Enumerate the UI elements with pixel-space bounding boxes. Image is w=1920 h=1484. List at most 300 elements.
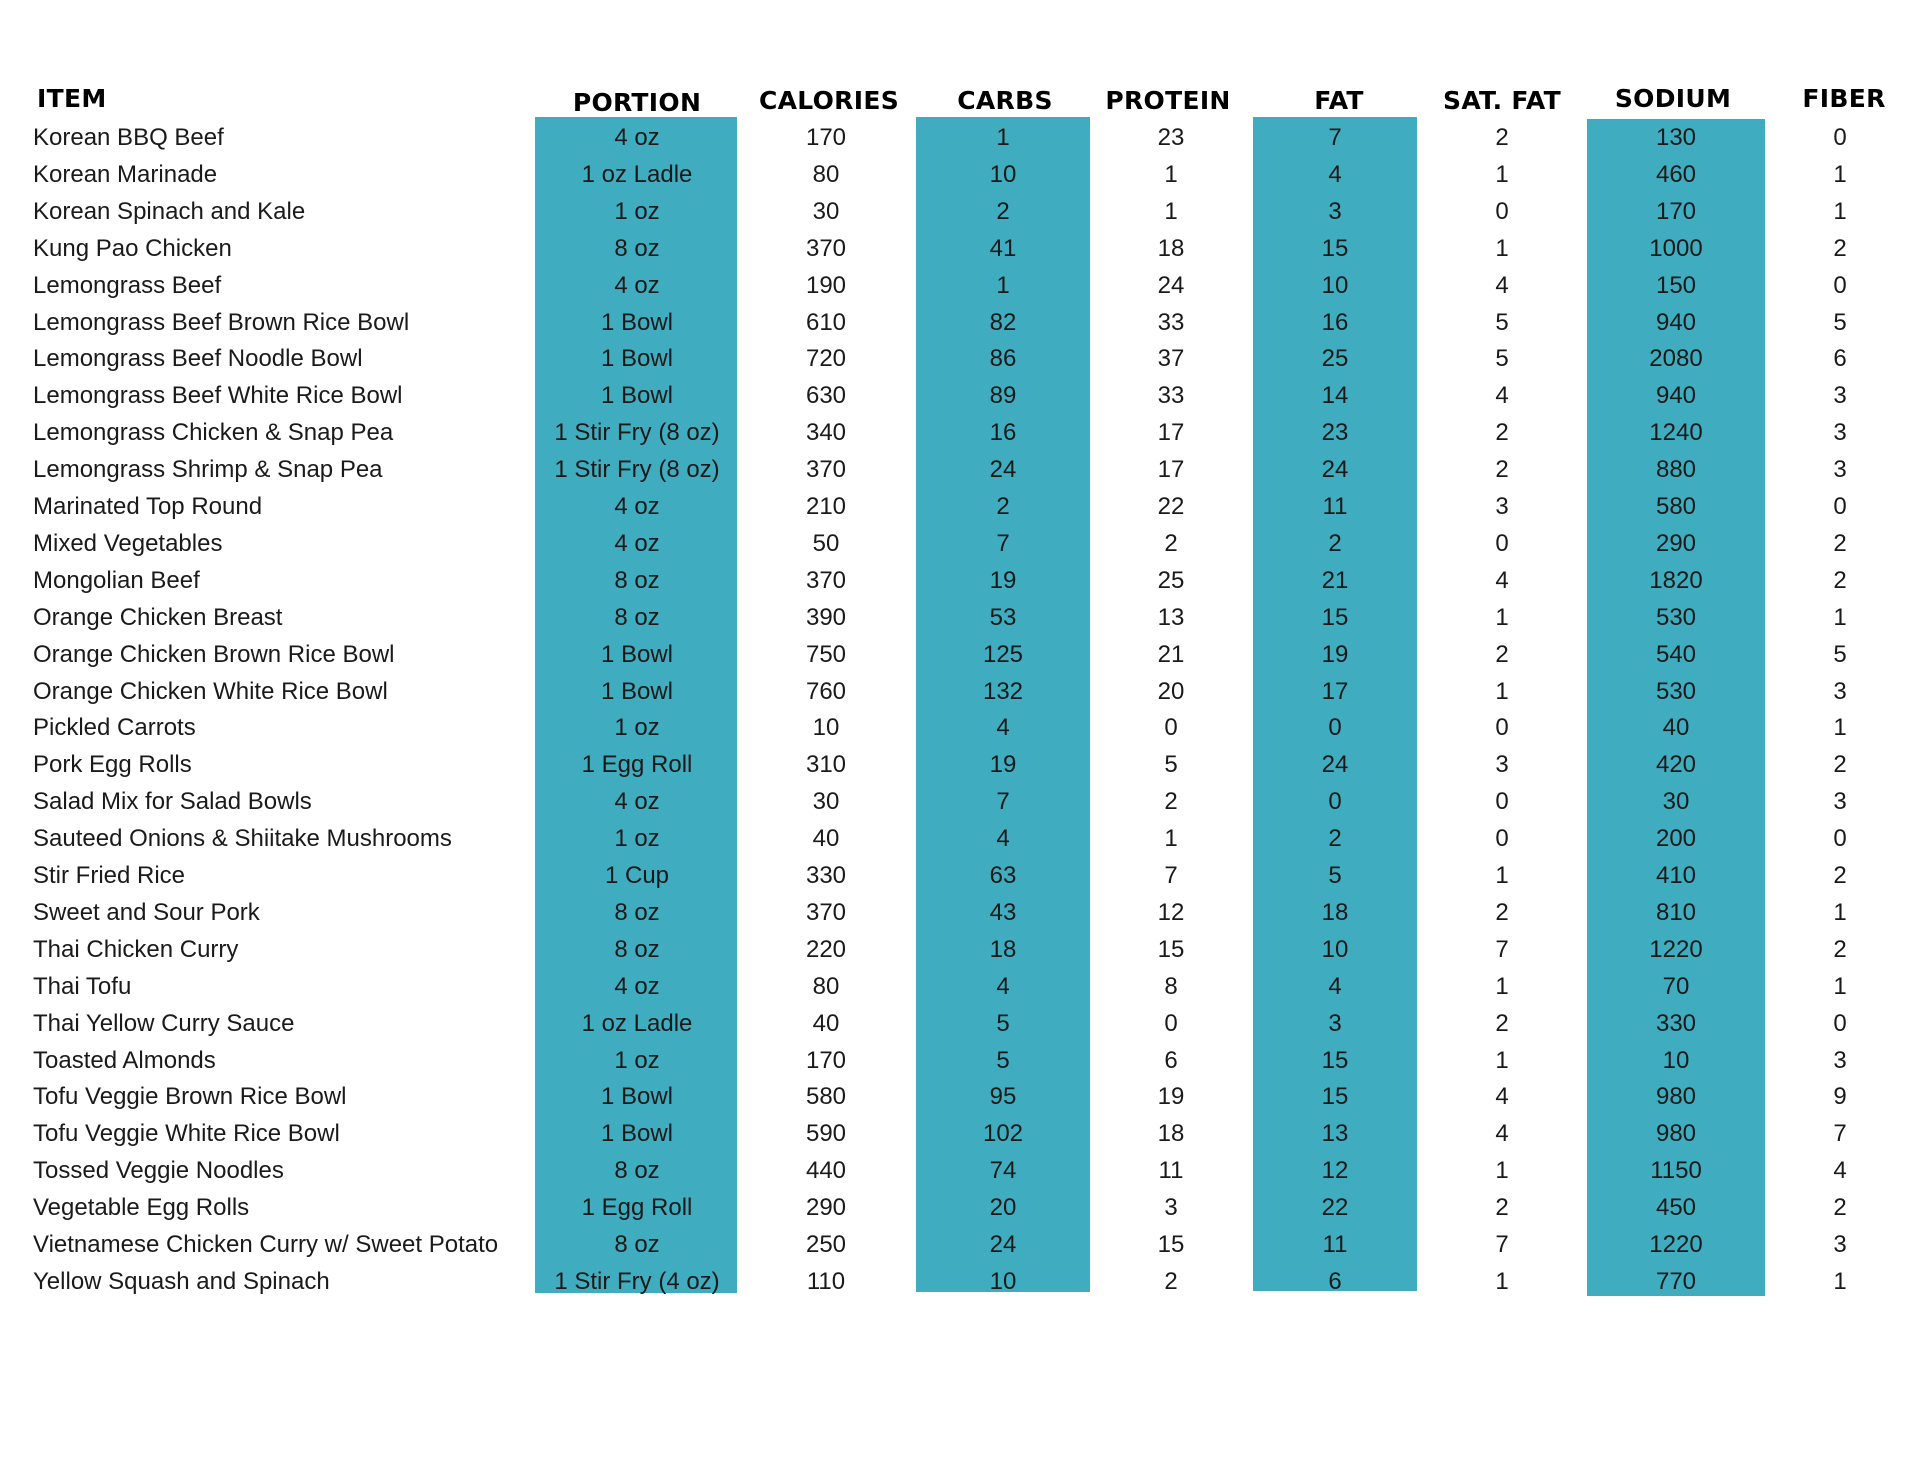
header-sat-fat: SAT. FAT: [1443, 86, 1561, 115]
cell-sodium: 810: [1655, 898, 1697, 926]
cell-protein: 2: [1164, 1267, 1178, 1295]
cell-sodium: 420: [1655, 751, 1697, 779]
table-row: [0, 636, 1920, 673]
cell-fat: 15: [1321, 1046, 1349, 1074]
cell-fat: 0: [1328, 714, 1342, 742]
cell-calories: 110: [806, 1267, 846, 1295]
cell-item: Salad Mix for Salad Bowls: [33, 788, 312, 816]
cell-carbs: 95: [989, 1083, 1017, 1111]
cell-protein: 18: [1157, 1120, 1185, 1148]
cell-fat: 15: [1321, 1083, 1349, 1111]
cell-fat: 24: [1321, 751, 1349, 779]
cell-carbs: 132: [982, 677, 1024, 705]
cell-sodium: 980: [1655, 1083, 1697, 1111]
cell-carbs: 125: [982, 640, 1024, 668]
cell-calories: 80: [812, 160, 840, 188]
table-row: [0, 1042, 1920, 1079]
cell-sodium: 530: [1655, 677, 1697, 705]
cell-calories: 10: [812, 714, 840, 742]
cell-protein: 2: [1164, 788, 1178, 816]
cell-carbs: 4: [996, 825, 1010, 853]
cell-sodium: 1150: [1650, 1157, 1702, 1185]
cell-item: Lemongrass Beef Noodle Bowl: [33, 345, 363, 373]
header-portion: PORTION: [572, 88, 702, 117]
header-fiber: FIBER: [1802, 84, 1886, 113]
cell-sodium: 290: [1655, 529, 1697, 557]
cell-portion: 4 oz: [614, 124, 660, 151]
cell-protein: 33: [1157, 308, 1185, 336]
table-row: [0, 562, 1920, 599]
cell-sodium: 1820: [1649, 566, 1703, 594]
cell-protein: 25: [1157, 566, 1185, 594]
cell-sodium: 940: [1655, 308, 1697, 336]
cell-protein: 19: [1157, 1083, 1185, 1111]
cell-fiber: 2: [1833, 234, 1847, 262]
cell-item: Tofu Veggie Brown Rice Bowl: [33, 1083, 347, 1111]
table-row: [0, 1115, 1920, 1152]
cell-fat: 24: [1321, 456, 1349, 484]
cell-carbs: 4: [996, 972, 1010, 1000]
cell-sat-fat: 1: [1495, 1267, 1509, 1295]
table-row: [0, 820, 1920, 857]
cell-sodium: 10: [1662, 1046, 1690, 1074]
cell-fiber: 2: [1833, 935, 1847, 963]
cell-calories: 30: [812, 788, 840, 816]
cell-sat-fat: 1: [1495, 234, 1509, 262]
cell-fat: 5: [1328, 862, 1342, 889]
cell-fat: 13: [1321, 1120, 1349, 1148]
cell-fat: 23: [1321, 419, 1349, 447]
cell-item: Marinated Top Round: [33, 493, 263, 520]
cell-calories: 370: [805, 898, 847, 926]
cell-protein: 2: [1164, 529, 1178, 557]
cell-fat: 4: [1328, 160, 1342, 188]
cell-carbs: 10: [989, 1267, 1017, 1295]
cell-portion: 4 oz: [614, 788, 660, 816]
cell-protein: 24: [1157, 271, 1185, 299]
cell-fiber: 2: [1833, 862, 1847, 889]
cell-item: Vegetable Egg Rolls: [33, 1194, 250, 1222]
cell-portion: 8 oz: [614, 234, 660, 262]
cell-calories: 40: [812, 825, 840, 853]
table-row: [0, 193, 1920, 230]
cell-sat-fat: 1: [1495, 1157, 1509, 1185]
cell-carbs: 20: [989, 1194, 1017, 1222]
cell-fat: 21: [1321, 566, 1349, 594]
cell-fat: 6: [1328, 1267, 1342, 1295]
cell-protein: 23: [1157, 124, 1185, 151]
cell-sodium: 540: [1655, 640, 1697, 668]
cell-item: Sauteed Onions & Shiitake Mushrooms: [33, 825, 452, 853]
header-protein: PROTEIN: [1105, 86, 1231, 115]
table-row: [0, 267, 1920, 304]
cell-portion: 1 Bowl: [600, 345, 674, 373]
cell-fat: 11: [1322, 493, 1348, 520]
cell-carbs: 7: [996, 529, 1010, 557]
cell-item: Pork Egg Rolls: [33, 751, 192, 779]
cell-carbs: 102: [982, 1120, 1024, 1148]
cell-calories: 210: [805, 493, 847, 520]
cell-sodium: 460: [1655, 160, 1697, 188]
cell-item: Stir Fried Rice: [33, 862, 186, 889]
cell-fiber: 3: [1833, 419, 1847, 447]
cell-carbs: 53: [989, 603, 1017, 631]
cell-sodium: 1000: [1649, 234, 1703, 262]
cell-sat-fat: 2: [1495, 419, 1509, 447]
table-row: [0, 894, 1920, 931]
cell-sat-fat: 2: [1495, 640, 1509, 668]
cell-portion: 4 oz: [614, 529, 660, 557]
cell-carbs: 2: [996, 493, 1010, 520]
cell-protein: 12: [1157, 898, 1185, 926]
cell-portion: 1 Bowl: [600, 677, 674, 705]
cell-item: Orange Chicken Breast: [33, 603, 283, 631]
cell-item: Korean Spinach and Kale: [33, 197, 306, 225]
cell-fiber: 2: [1833, 566, 1847, 594]
cell-sodium: 450: [1655, 1194, 1697, 1222]
cell-portion: 1 Stir Fry (8 oz): [554, 419, 720, 447]
cell-sat-fat: 2: [1495, 1009, 1509, 1037]
cell-carbs: 41: [989, 234, 1017, 262]
cell-fat: 19: [1321, 640, 1349, 668]
cell-sodium: 40: [1662, 714, 1690, 742]
cell-fiber: 3: [1833, 788, 1847, 816]
cell-sat-fat: 3: [1495, 751, 1509, 779]
cell-fat: 18: [1321, 898, 1349, 926]
cell-protein: 7: [1164, 862, 1178, 889]
cell-sat-fat: 1: [1495, 972, 1509, 1000]
cell-fiber: 2: [1833, 529, 1847, 557]
cell-fat: 16: [1321, 308, 1349, 336]
cell-portion: 1 oz Ladle: [581, 1009, 693, 1037]
header-sodium: SODIUM: [1614, 84, 1732, 113]
cell-sodium: 170: [1655, 197, 1697, 225]
cell-calories: 40: [812, 1009, 840, 1037]
cell-sat-fat: 5: [1495, 345, 1509, 373]
cell-fat: 25: [1321, 345, 1349, 373]
cell-calories: 170: [805, 1046, 847, 1074]
cell-sodium: 580: [1655, 493, 1697, 520]
cell-item: Thai Yellow Curry Sauce: [33, 1009, 295, 1037]
cell-item: Lemongrass Beef White Rice Bowl: [33, 382, 403, 410]
cell-item: Sweet and Sour Pork: [33, 898, 260, 926]
cell-sodium: 880: [1655, 456, 1697, 484]
cell-sodium: 1240: [1649, 419, 1703, 447]
cell-protein: 15: [1157, 1231, 1185, 1258]
cell-item: Pickled Carrots: [33, 714, 196, 742]
cell-fat: 17: [1321, 677, 1349, 705]
cell-carbs: 16: [989, 419, 1017, 447]
cell-fat: 12: [1321, 1157, 1349, 1185]
table-row: [0, 525, 1920, 562]
cell-item: Toasted Almonds: [33, 1046, 216, 1074]
cell-fiber: 1: [1833, 197, 1847, 225]
cell-sat-fat: 2: [1495, 456, 1509, 484]
cell-sat-fat: 0: [1495, 714, 1509, 742]
table-row: [0, 857, 1920, 894]
table-row: [0, 709, 1920, 746]
cell-fat: 3: [1328, 1009, 1342, 1037]
cell-sat-fat: 1: [1495, 160, 1509, 188]
cell-item: Lemongrass Shrimp & Snap Pea: [33, 456, 383, 484]
cell-portion: 1 Bowl: [600, 1083, 674, 1111]
cell-portion: 8 oz: [614, 566, 660, 594]
table-row: [0, 1189, 1920, 1226]
cell-portion: 4 oz: [614, 972, 660, 1000]
cell-sat-fat: 0: [1495, 197, 1509, 225]
header-carbs: CARBS: [957, 86, 1053, 115]
header-fat: FAT: [1314, 86, 1364, 115]
cell-item: Mongolian Beef: [33, 566, 200, 594]
header-calories: CALORIES: [758, 86, 900, 115]
cell-protein: 18: [1157, 234, 1185, 262]
table-row: [0, 304, 1920, 341]
cell-carbs: 24: [989, 456, 1017, 484]
table-row: [0, 783, 1920, 820]
cell-fiber: 1: [1833, 714, 1847, 742]
cell-fiber: 1: [1833, 1267, 1847, 1295]
cell-protein: 20: [1157, 677, 1185, 705]
table-row: [0, 414, 1920, 451]
cell-calories: 630: [805, 382, 847, 410]
cell-portion: 1 Cup: [604, 862, 670, 889]
cell-carbs: 18: [989, 935, 1017, 963]
cell-protein: 0: [1164, 1009, 1178, 1037]
cell-fat: 10: [1321, 271, 1349, 299]
cell-item: Lemongrass Beef Brown Rice Bowl: [33, 308, 410, 336]
cell-item: Korean BBQ Beef: [33, 124, 224, 151]
cell-fiber: 4: [1833, 1157, 1847, 1185]
cell-protein: 21: [1157, 640, 1185, 668]
cell-fat: 14: [1321, 382, 1349, 410]
cell-fiber: 3: [1833, 1231, 1847, 1258]
cell-carbs: 19: [989, 566, 1017, 594]
table-row: [0, 968, 1920, 1005]
cell-item: Lemongrass Chicken & Snap Pea: [33, 419, 394, 447]
table-row: [0, 1263, 1920, 1300]
cell-item: Tofu Veggie White Rice Bowl: [33, 1120, 340, 1148]
cell-calories: 440: [805, 1157, 847, 1185]
table-row: [0, 119, 1920, 156]
cell-carbs: 10: [989, 160, 1017, 188]
cell-calories: 390: [805, 603, 847, 631]
cell-calories: 760: [805, 677, 847, 705]
cell-sodium: 150: [1655, 271, 1697, 299]
table-row: [0, 230, 1920, 267]
header-item: ITEM: [37, 84, 107, 113]
cell-sat-fat: 2: [1495, 898, 1509, 926]
cell-sodium: 130: [1655, 124, 1697, 151]
cell-carbs: 63: [989, 862, 1017, 889]
cell-carbs: 43: [989, 898, 1017, 926]
cell-sodium: 330: [1655, 1009, 1697, 1037]
cell-calories: 590: [805, 1120, 847, 1148]
cell-fiber: 0: [1833, 124, 1847, 151]
cell-fiber: 0: [1833, 825, 1847, 853]
cell-portion: 1 Bowl: [600, 640, 674, 668]
cell-item: Thai Tofu: [33, 972, 132, 1000]
table-row: [0, 340, 1920, 377]
cell-portion: 8 oz: [614, 603, 660, 631]
cell-sat-fat: 0: [1495, 529, 1509, 557]
cell-portion: 1 Stir Fry (4 oz): [554, 1267, 720, 1295]
cell-carbs: 19: [989, 751, 1017, 779]
table-row: [0, 377, 1920, 414]
cell-calories: 330: [805, 862, 847, 889]
cell-portion: 1 Bowl: [600, 382, 674, 410]
cell-fiber: 7: [1833, 1120, 1847, 1148]
cell-sodium: 30: [1662, 788, 1690, 816]
table-row: [0, 1226, 1920, 1263]
cell-protein: 3: [1164, 1194, 1178, 1222]
cell-calories: 720: [805, 345, 847, 373]
cell-fiber: 9: [1833, 1083, 1847, 1111]
cell-sat-fat: 0: [1495, 788, 1509, 816]
cell-fiber: 3: [1833, 382, 1847, 410]
cell-calories: 170: [805, 124, 847, 151]
cell-carbs: 7: [996, 788, 1010, 816]
cell-fat: 2: [1328, 529, 1342, 557]
cell-protein: 17: [1157, 456, 1185, 484]
cell-fiber: 2: [1833, 1194, 1847, 1222]
cell-carbs: 1: [996, 124, 1010, 151]
cell-protein: 1: [1164, 825, 1178, 853]
cell-portion: 4 oz: [614, 271, 660, 299]
table-row: [0, 673, 1920, 710]
cell-calories: 370: [805, 456, 847, 484]
table-row: [0, 931, 1920, 968]
cell-sodium: 1220: [1649, 1231, 1703, 1258]
cell-portion: 8 oz: [614, 935, 660, 963]
cell-calories: 50: [812, 529, 840, 557]
cell-sodium: 530: [1655, 603, 1697, 631]
cell-fat: 10: [1321, 935, 1349, 963]
cell-calories: 250: [805, 1231, 847, 1258]
cell-calories: 30: [812, 197, 840, 225]
cell-calories: 290: [805, 1194, 847, 1222]
cell-carbs: 1: [996, 271, 1010, 299]
cell-portion: 4 oz: [614, 493, 660, 520]
cell-portion: 1 oz: [614, 197, 660, 225]
cell-protein: 17: [1157, 419, 1185, 447]
cell-sodium: 940: [1655, 382, 1697, 410]
cell-protein: 1: [1164, 160, 1178, 188]
cell-fat: 15: [1321, 234, 1349, 262]
cell-portion: 1 oz Ladle: [581, 160, 693, 188]
table-row: [0, 1152, 1920, 1189]
cell-carbs: 5: [996, 1009, 1010, 1037]
cell-portion: 8 oz: [614, 1231, 660, 1258]
table-row: [0, 156, 1920, 193]
cell-portion: 1 Stir Fry (8 oz): [554, 456, 720, 484]
table-row: [0, 1005, 1920, 1042]
cell-sat-fat: 7: [1495, 935, 1509, 963]
cell-item: Vietnamese Chicken Curry w/ Sweet Potato: [33, 1231, 499, 1258]
cell-item: Orange Chicken White Rice Bowl: [33, 677, 388, 705]
cell-fiber: 1: [1833, 972, 1847, 1000]
cell-portion: 1 Egg Roll: [581, 1194, 693, 1222]
cell-sat-fat: 2: [1495, 124, 1509, 151]
cell-portion: 1 oz: [614, 714, 660, 742]
table-row: [0, 599, 1920, 636]
table-row: [0, 746, 1920, 783]
cell-fiber: 3: [1833, 677, 1847, 705]
cell-fiber: 0: [1833, 271, 1847, 299]
cell-protein: 5: [1164, 751, 1178, 779]
cell-fiber: 0: [1833, 493, 1847, 520]
cell-sodium: 770: [1655, 1267, 1697, 1295]
cell-sat-fat: 7: [1495, 1231, 1509, 1258]
cell-calories: 190: [805, 271, 847, 299]
cell-portion: 8 oz: [614, 1157, 660, 1185]
cell-sat-fat: 4: [1495, 1120, 1509, 1148]
cell-carbs: 86: [989, 345, 1017, 373]
cell-portion: 8 oz: [614, 898, 660, 926]
cell-sat-fat: 4: [1495, 1083, 1509, 1111]
cell-fat: 11: [1322, 1231, 1348, 1258]
cell-sodium: 70: [1662, 972, 1690, 1000]
cell-portion: 1 Bowl: [600, 1120, 674, 1148]
cell-protein: 13: [1157, 603, 1185, 631]
cell-fat: 3: [1328, 197, 1342, 225]
cell-calories: 370: [805, 234, 847, 262]
cell-fiber: 6: [1833, 345, 1847, 373]
cell-protein: 37: [1157, 345, 1185, 373]
cell-item: Tossed Veggie Noodles: [33, 1157, 284, 1185]
cell-fiber: 1: [1833, 603, 1847, 631]
cell-protein: 6: [1164, 1046, 1178, 1074]
cell-carbs: 24: [989, 1231, 1017, 1258]
cell-sat-fat: 1: [1495, 603, 1509, 631]
cell-sodium: 200: [1655, 825, 1697, 853]
cell-sat-fat: 2: [1495, 1194, 1509, 1222]
cell-item: Korean Marinade: [33, 160, 218, 188]
cell-sat-fat: 3: [1495, 493, 1509, 520]
cell-fat: 15: [1321, 603, 1349, 631]
cell-sodium: 2080: [1649, 345, 1703, 373]
cell-sat-fat: 4: [1495, 382, 1509, 410]
cell-item: Thai Chicken Curry: [33, 935, 239, 963]
cell-fat: 0: [1328, 788, 1342, 816]
cell-carbs: 82: [989, 308, 1017, 336]
cell-calories: 310: [805, 751, 847, 779]
cell-protein: 11: [1158, 1157, 1184, 1185]
cell-calories: 340: [805, 419, 847, 447]
cell-sat-fat: 5: [1495, 308, 1509, 336]
cell-calories: 580: [805, 1083, 847, 1111]
cell-portion: 1 Egg Roll: [581, 751, 693, 779]
cell-protein: 33: [1157, 382, 1185, 410]
cell-item: Kung Pao Chicken: [33, 234, 232, 262]
cell-calories: 370: [805, 566, 847, 594]
cell-sat-fat: 4: [1495, 566, 1509, 594]
cell-portion: 1 oz: [614, 1046, 660, 1074]
cell-fat: 4: [1328, 972, 1342, 1000]
cell-carbs: 4: [996, 714, 1010, 742]
cell-sat-fat: 1: [1495, 862, 1509, 889]
cell-fiber: 1: [1833, 160, 1847, 188]
cell-carbs: 89: [989, 382, 1017, 410]
cell-sodium: 410: [1655, 862, 1697, 889]
cell-fiber: 3: [1833, 456, 1847, 484]
cell-item: Mixed Vegetables: [33, 529, 223, 557]
cell-fat: 7: [1328, 124, 1342, 151]
table-row: [0, 1078, 1920, 1115]
cell-fiber: 2: [1833, 751, 1847, 779]
cell-carbs: 5: [996, 1046, 1010, 1074]
cell-portion: 1 oz: [614, 825, 660, 853]
cell-sat-fat: 1: [1495, 677, 1509, 705]
